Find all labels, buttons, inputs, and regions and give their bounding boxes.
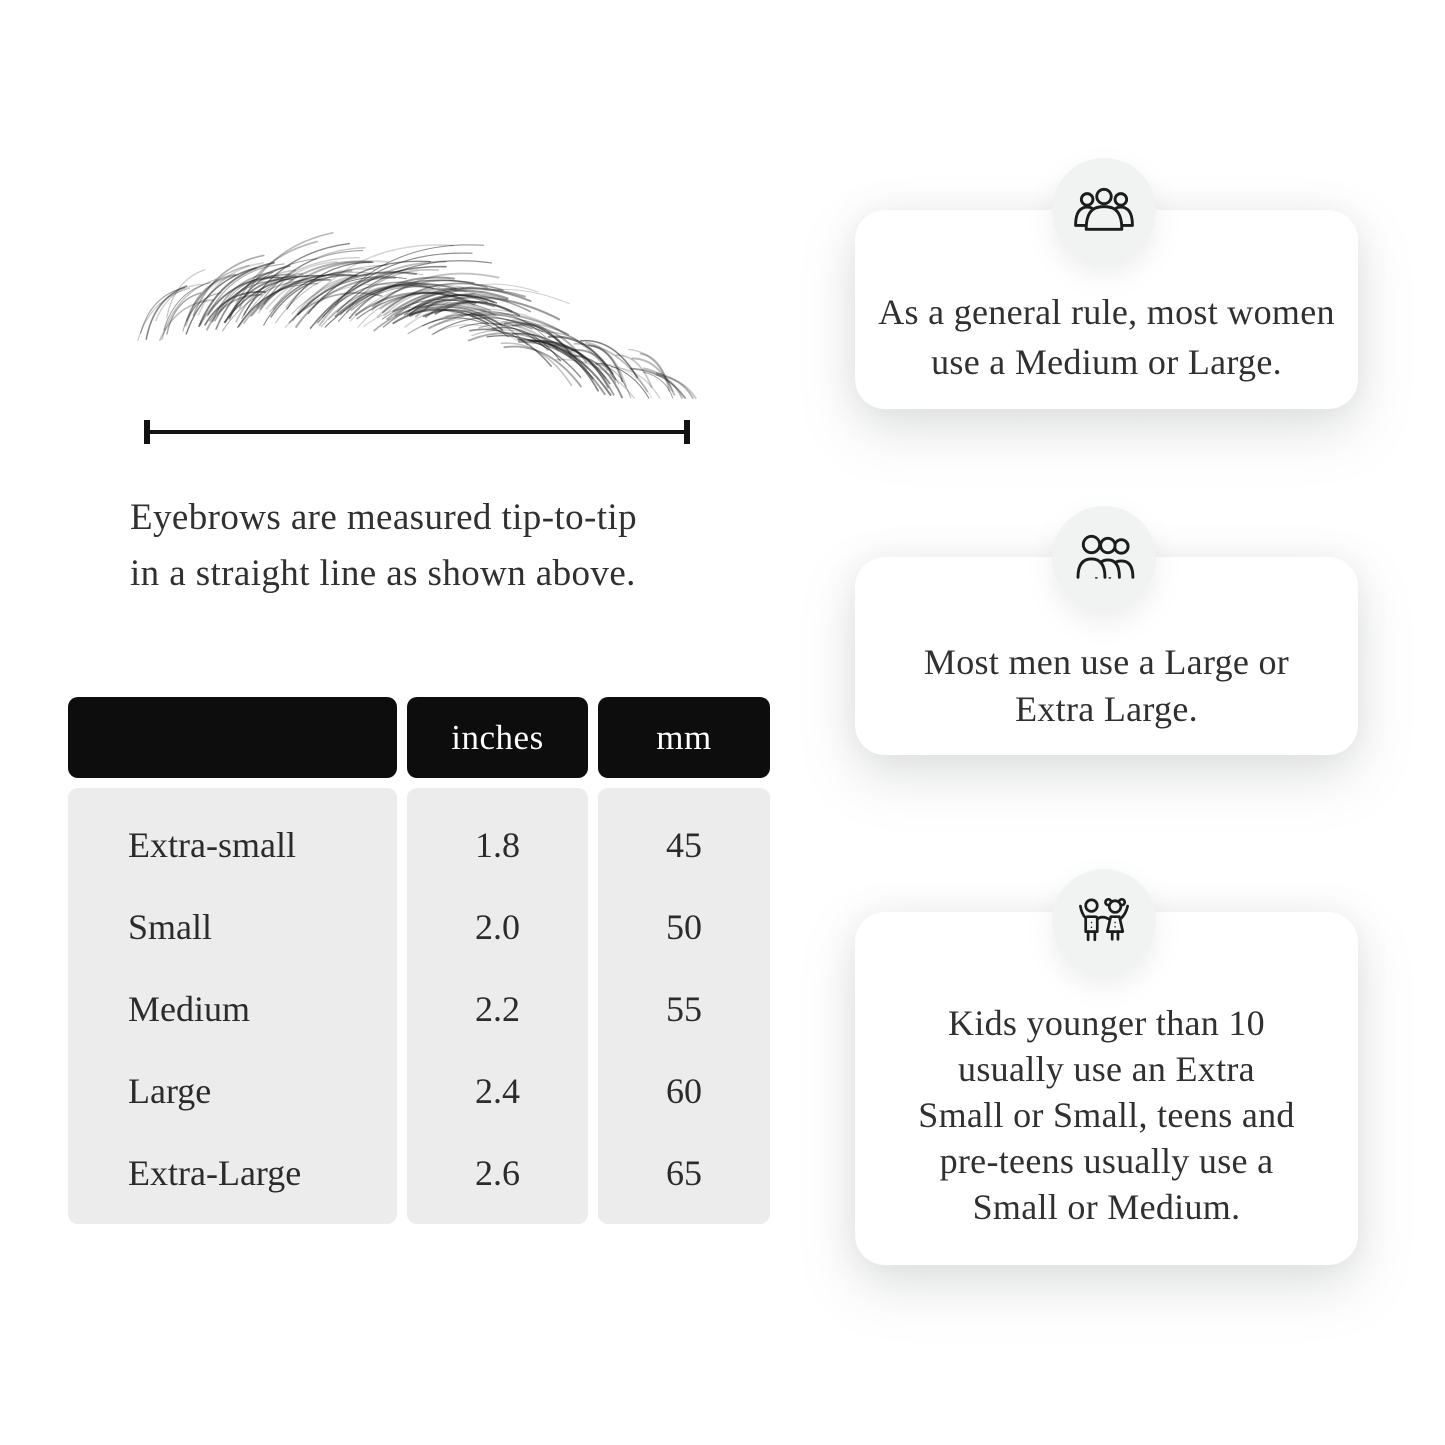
table-cell-inches: 2.0: [475, 907, 520, 947]
card-text-line: Small or Small, teens and: [918, 1095, 1295, 1135]
card-text-line: usually use an Extra: [958, 1049, 1255, 1089]
table-cell-inches: 2.6: [475, 1153, 520, 1193]
eyebrow-illustration: [110, 230, 710, 405]
note-card-men-text: [855, 639, 1358, 733]
table-cell-size: Medium: [128, 989, 250, 1029]
table-header-mm-label: mm: [656, 717, 712, 757]
icon-circle-women: [1052, 158, 1156, 262]
table-header-mm: [598, 697, 770, 778]
table-cell-inches: 2.2: [475, 989, 520, 1029]
card-text-line: Kids younger than 10: [948, 1003, 1265, 1043]
icon-circle-kids: [1052, 869, 1156, 973]
caption-line: in a straight line as shown above.: [130, 553, 636, 594]
table-column-mm: [598, 788, 770, 1224]
measurement-caption: [130, 490, 750, 602]
table-cell-mm: 45: [666, 825, 702, 865]
table-column-inches: [407, 788, 588, 1224]
table-cell-mm: 55: [666, 989, 702, 1029]
table-cell-size: Extra-Large: [128, 1153, 302, 1193]
icon-circle-men: [1052, 506, 1156, 610]
table-column-size-labels: [68, 788, 397, 1224]
measurement-line: [143, 418, 691, 446]
card-text-line: Small or Medium.: [972, 1187, 1241, 1227]
note-card-women-text: [855, 287, 1358, 387]
table-cell-inches: 2.4: [475, 1071, 520, 1111]
women-group-icon: [1073, 184, 1135, 236]
table-header-inches-label: inches: [451, 717, 544, 757]
table-header-inches: [407, 697, 588, 778]
card-text-line: use a Medium or Large.: [931, 342, 1282, 382]
table-cell-size: Large: [128, 1071, 212, 1111]
table-header-size: [68, 697, 397, 778]
eyebrow-hairs-svg: [110, 230, 710, 405]
table-cell-size: Small: [128, 907, 213, 947]
table-cell-size: Extra-small: [128, 825, 296, 865]
note-card-kids-text: [855, 1000, 1358, 1230]
table-cell-mm: 50: [666, 907, 702, 947]
table-cell-mm: 60: [666, 1071, 702, 1111]
caption-line: Eyebrows are measured tip-to-tip: [130, 497, 637, 538]
table-cell-mm: 65: [666, 1153, 702, 1193]
men-group-icon: [1072, 532, 1136, 584]
card-text-line: As a general rule, most women: [878, 292, 1335, 332]
kids-icon: [1075, 895, 1133, 947]
table-cell-inches: 1.8: [475, 825, 520, 865]
card-text-line: Most men use a Large or: [923, 642, 1290, 682]
card-text-line: pre-teens usually use a: [939, 1141, 1274, 1181]
card-text-line: Extra Large.: [1015, 689, 1198, 729]
